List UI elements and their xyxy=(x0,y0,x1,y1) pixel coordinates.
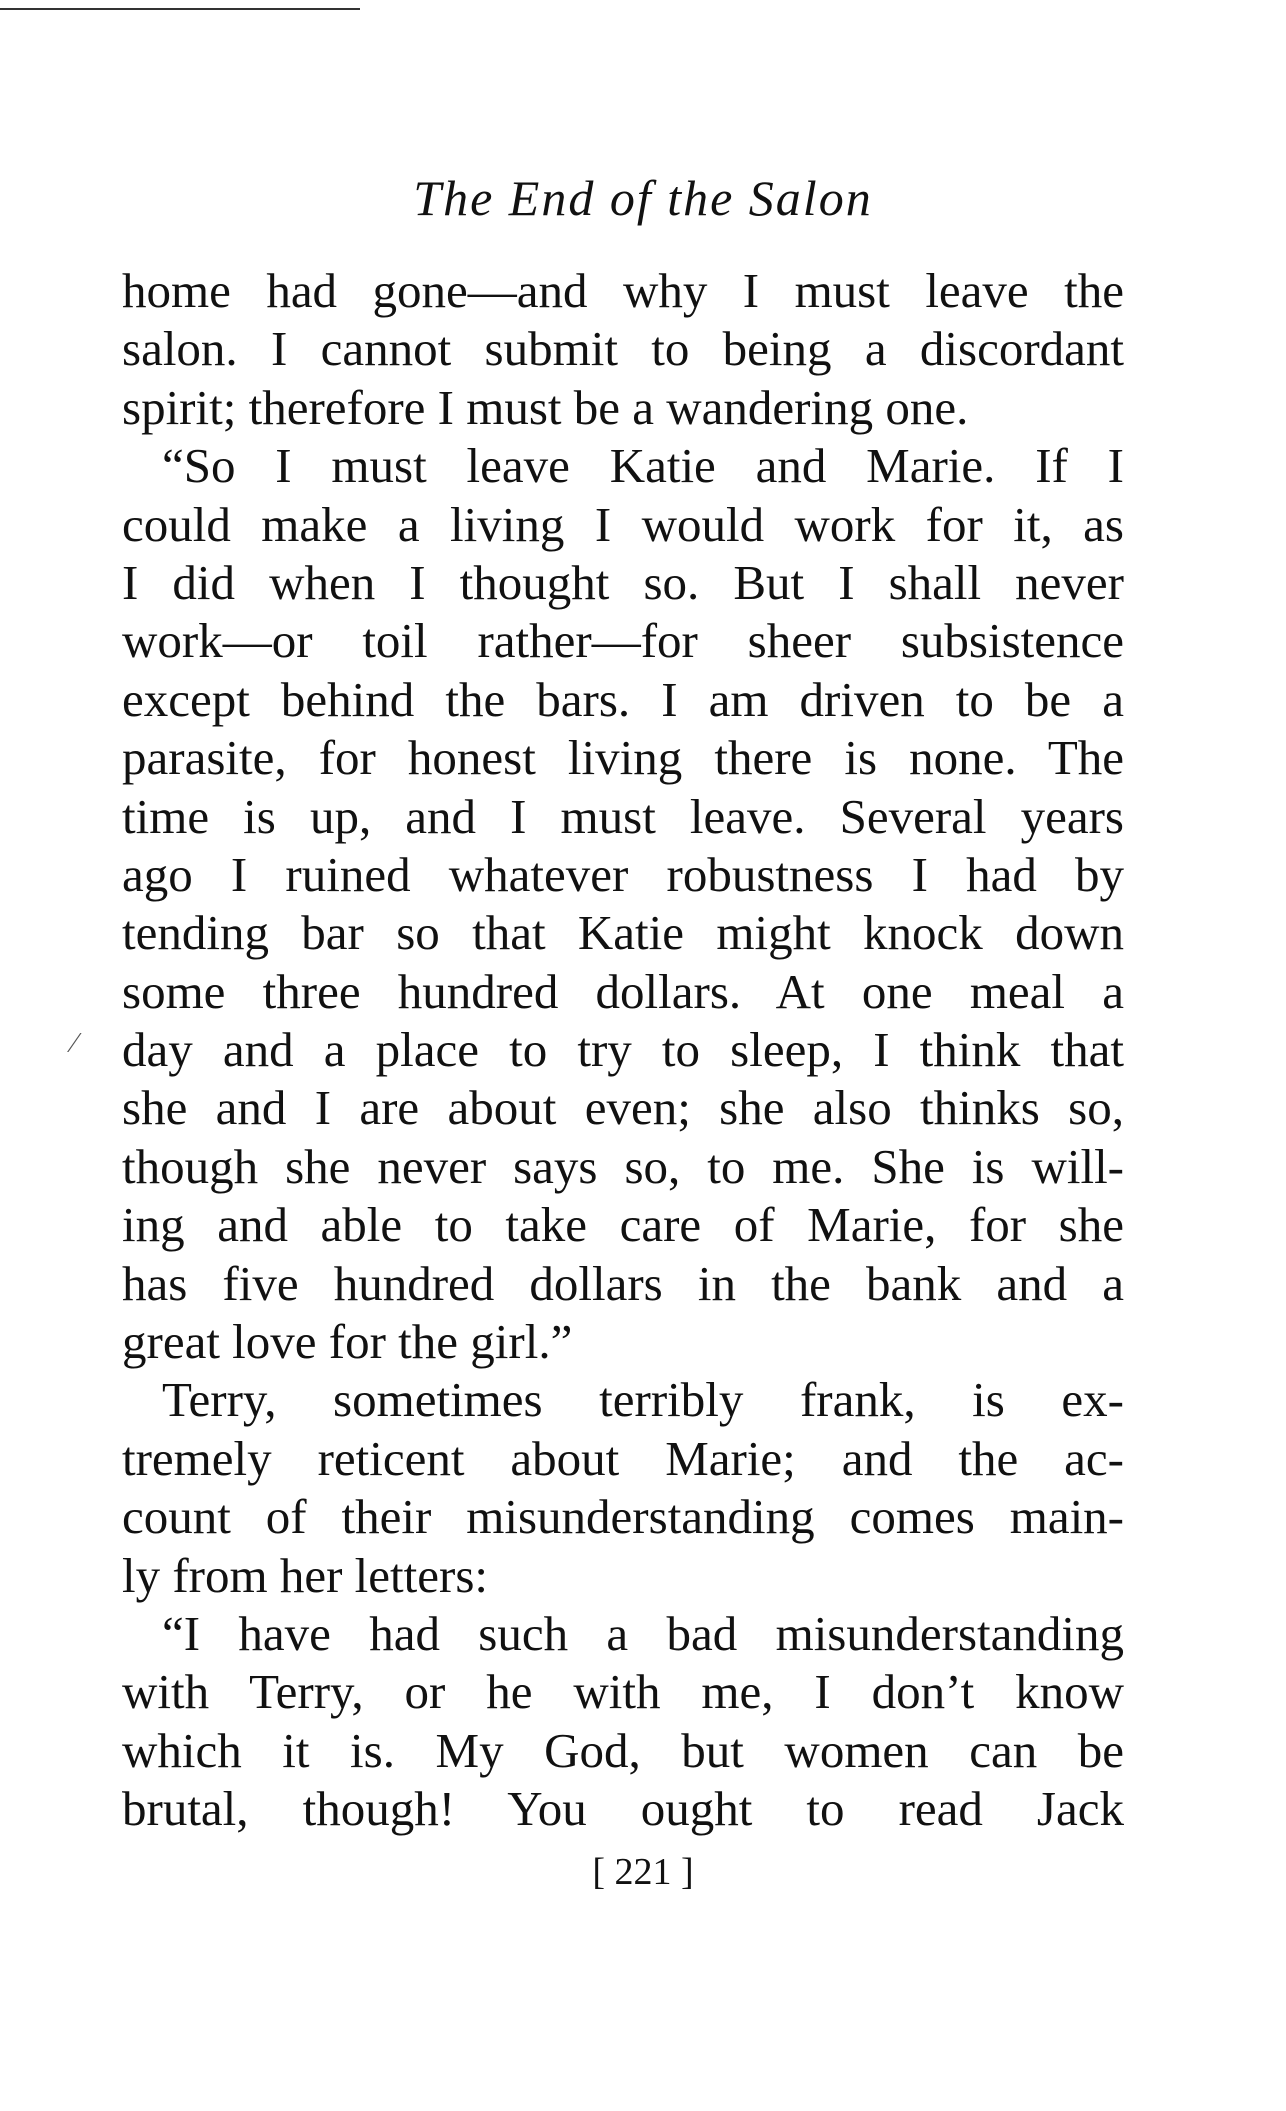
running-head: The End of the Salon xyxy=(413,170,873,226)
top-rule xyxy=(0,8,360,10)
text-line: though she never says so, to me. She is will- xyxy=(122,1138,1124,1194)
text-line: “So I must leave Katie and Marie. If I xyxy=(162,438,1124,494)
text-line: home had gone—and why I must leave the xyxy=(122,263,1124,318)
text-line: time is up, and I must leave. Several years xyxy=(122,788,1124,844)
text-line: I did when I thought so. But I shall never xyxy=(122,554,1124,610)
text-line: parasite, for honest living there is none. The xyxy=(122,730,1124,786)
text-line: she and I are about even; she also thinks so, xyxy=(122,1080,1124,1136)
text-line: count of their misunderstanding comes main- xyxy=(122,1489,1124,1545)
text-line: tending bar so that Katie might knock down xyxy=(122,905,1124,961)
text-line: great love for the girl.” xyxy=(122,1314,573,1370)
text-line: spirit; therefore I must be a wandering one. xyxy=(122,379,969,435)
text-line: could make a living I would work for it, as xyxy=(122,496,1124,552)
text-line: which it is. My God, but women can be xyxy=(122,1722,1124,1778)
text-line: with Terry, or he with me, I don’t know xyxy=(122,1664,1124,1720)
text-line: ago I ruined whatever robustness I had by xyxy=(122,846,1124,902)
margin-mark: ⁄ xyxy=(72,1028,77,1059)
text-line: work—or toil rather—for sheer subsistence xyxy=(122,613,1124,669)
page-number: [ 221 ] xyxy=(592,1851,694,1893)
text-line: Terry, sometimes terribly frank, is ex- xyxy=(162,1372,1124,1428)
text-line: “I have had such a bad misunderstanding xyxy=(162,1605,1124,1661)
text-line: ly from her letters: xyxy=(122,1547,489,1603)
text-line: tremely reticent about Marie; and the ac- xyxy=(122,1430,1124,1486)
text-line: salon. I cannot submit to being a discordant xyxy=(122,321,1124,377)
text-line: except behind the bars. I am driven to be a xyxy=(122,671,1124,727)
text-line: brutal, though! You ought to read Jack xyxy=(122,1781,1124,1837)
body-text xyxy=(122,262,1124,1839)
text-line: some three hundred dollars. At one meal a xyxy=(122,963,1124,1019)
text-line: has five hundred dollars in the bank and a xyxy=(122,1255,1124,1311)
text-line: day and a place to try to sleep, I think that xyxy=(122,1022,1124,1078)
text-line: ing and able to take care of Marie, for she xyxy=(122,1197,1124,1253)
